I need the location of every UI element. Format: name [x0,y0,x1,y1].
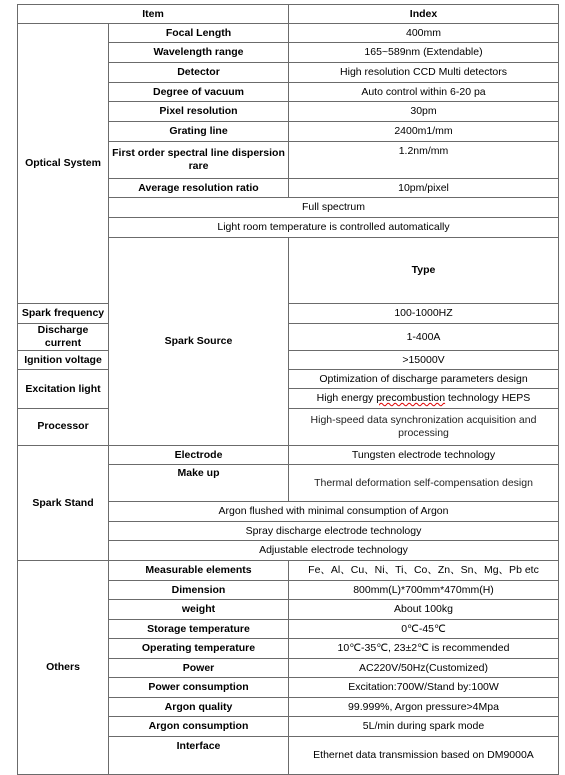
row-key: Electrode [109,446,289,465]
row-value: 400mm [289,24,559,43]
row-value: Fe、Al、Cu、Ni、Ti、Co、Zn、Sn、Mg、Pb etc [289,561,559,581]
row-key: Ignition voltage [18,351,109,370]
row-value: High resolution CCD Multi detectors [289,63,559,83]
row-key: Power [109,659,289,678]
row-value: 100-1000HZ [289,304,559,324]
row-value: 10pm/pixel [289,179,559,198]
table-row [18,304,559,324]
value-part: High energy [316,392,377,404]
header-row [18,5,559,24]
row-value: 0℃-45℃ [289,620,559,639]
row-key: Operating temperature [109,639,289,659]
wide-row: Spray discharge electrode technology [109,522,559,541]
table-row [18,324,559,351]
row-key: Storage temperature [109,620,289,639]
row-value: Optimization of discharge parameters design [289,370,559,389]
row-key: Detector [109,63,289,83]
header-index: Index [289,5,559,24]
row-key: Measurable elements [109,561,289,581]
row-value: Auto control within 6-20 pa [289,83,559,102]
row-key: Excitation light [18,370,109,409]
section-spark-stand: Spark Stand [18,446,109,561]
row-value: Excitation:700W/Stand by:100W [289,678,559,698]
row-key: First order spectral line dispersion rare [109,142,289,179]
wide-row: Argon flushed with minimal consumption of Argon [109,502,559,522]
section-spark-source: Spark Source [109,238,289,446]
wide-row: Full spectrum [109,198,559,218]
row-value: 99.999%, Argon pressure>4Mpa [289,698,559,717]
table-row [18,409,559,446]
row-value: AC220V/50Hz(Customized) [289,659,559,678]
row-value: About 100kg [289,600,559,620]
row-key: Focal Length [109,24,289,43]
row-value: 30pm [289,102,559,122]
section-others: Others [18,561,109,775]
row-value: Thermal deformation self-compensation design [289,465,559,502]
row-key: Discharge current [18,324,109,351]
wide-row: Light room temperature is controlled automatically [109,218,559,238]
row-key: Interface [109,737,289,775]
table-row [18,446,559,465]
row-value: 1-400A [289,324,559,351]
row-key: weight [109,600,289,620]
row-key: Pixel resolution [109,102,289,122]
row-value: 2400m1/mm [289,122,559,142]
row-value: High-speed data synchronization acquisition and processing [289,409,559,446]
row-key: Make up [109,465,289,502]
row-value: 165~589nm (Extendable) [289,43,559,63]
row-key: Degree of vacuum [109,83,289,102]
row-key: Argon consumption [109,717,289,737]
row-value: Tungsten electrode technology [289,446,559,465]
row-key: Argon quality [109,698,289,717]
row-value [289,389,559,409]
row-value: 1.2nm/mm [289,142,559,179]
row-key: Average resolution ratio [109,179,289,198]
row-key: Processor [18,409,109,446]
value-part: technology HEPS [445,392,531,404]
wide-row: Adjustable electrode technology [109,541,559,561]
row-key: Spark frequency [18,304,109,324]
row-key: Power consumption [109,678,289,698]
row-value: >15000V [289,351,559,370]
row-value: Ethernet data transmission based on DM9000A [289,737,559,775]
row-value: 5L/min during spark mode [289,717,559,737]
table-row [18,370,559,389]
table-row [18,24,559,43]
spellcheck-word: precombustion [376,392,446,404]
header-item: Item [18,5,289,24]
row-value: 10℃-35℃, 23±2℃ is recommended [289,639,559,659]
row-value: 800mm(L)*700mm*470mm(H) [289,581,559,600]
section-optical-system: Optical System [18,24,109,304]
row-key: Type [289,238,559,304]
table-row [18,351,559,370]
row-key: Dimension [109,581,289,600]
row-key: Wavelength range [109,43,289,63]
row-key: Grating line [109,122,289,142]
spec-table [17,4,559,775]
table-row [18,561,559,581]
